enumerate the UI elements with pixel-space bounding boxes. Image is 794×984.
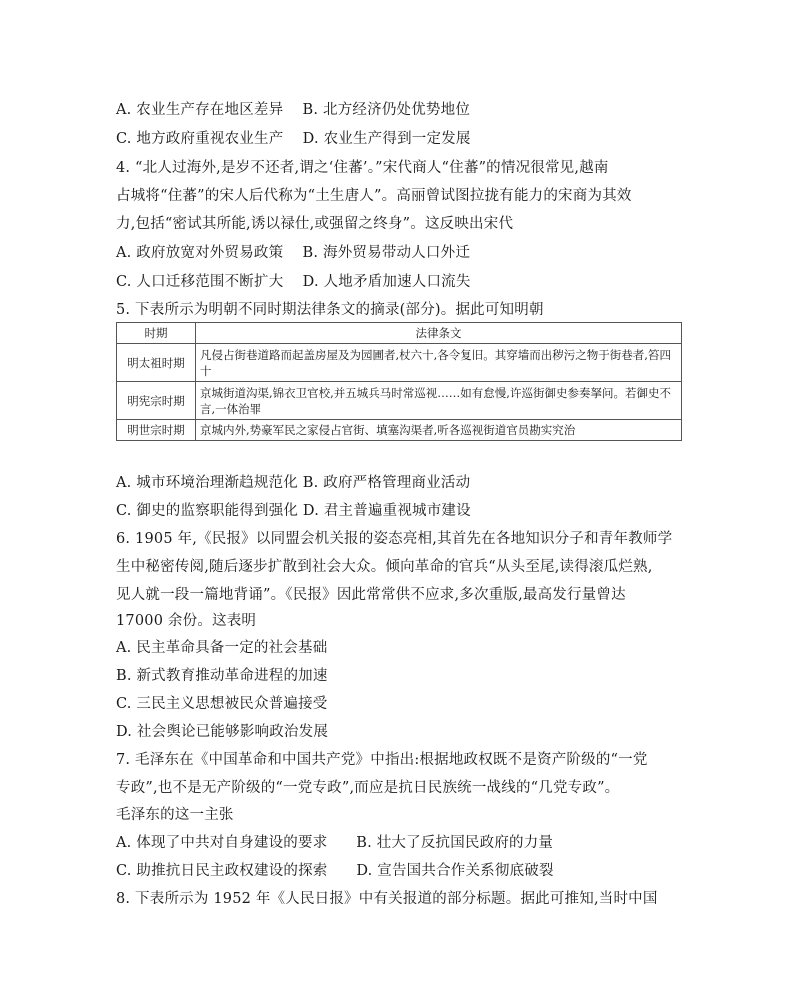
clause-cell: 京城街道沟渠,锦衣卫官校,并五城兵马时常巡视……如有怠慢,许巡街御史参奏拏问。若御史不言,一体治罪 <box>196 382 682 420</box>
option-c: C. 助推抗日民主政权建设的探索 <box>116 863 328 879</box>
option-d: D. 农业生产得到一定发展 <box>302 131 471 147</box>
q6-stem-line3: 见人就一段一篇地背诵”。《民报》因此常常供不应求,多次重版,最高发行量曾达 <box>116 587 626 603</box>
q5-options-cd: C. 御史的监察职能得到强化 D. 君主普遍重视城市建设 <box>116 503 471 519</box>
q7-options-cd <box>116 862 554 880</box>
option-c: C. 人口迁移范围不断扩大 <box>116 274 284 290</box>
q4-options-ab <box>116 244 470 262</box>
q4-options-cd <box>116 273 471 291</box>
table-header-row <box>117 323 682 344</box>
option-b: B. 海外贸易带动人口外迁 <box>302 245 471 261</box>
period-cell: 明太祖时期 <box>117 344 196 382</box>
q7-options-ab <box>116 834 553 852</box>
option-d: D. 人地矛盾加速人口流失 <box>302 274 471 290</box>
header-period: 时期 <box>117 323 196 344</box>
clause-cell: 凡侵占街巷道路而起盖房屋及为园圃者,杖六十,各令复旧。其穿墙而出秽污之物于街巷者,笞四十 <box>196 344 682 382</box>
q6-option-a: A. 民主革命具备一定的社会基础 <box>116 640 328 656</box>
option-b: B. 壮大了反抗国民政府的力量 <box>356 835 554 851</box>
q4-stem-line2: 占城将“住蕃”的宋人后代称为“土生唐人”。高丽曾试图拉拢有能力的宋商为其效 <box>116 188 632 204</box>
q7-stem-line2: 专政”,也不是无产阶级的“一党专政”,而应是抗日民族统一战线的“几党专政”。 <box>116 780 620 796</box>
q7-stem-line1: 7. 毛泽东在《中国革命和中国共产党》中指出:根据地政权既不是资产阶级的“一党 <box>116 752 648 768</box>
option-c: C. 地方政府重视农业生产 <box>116 131 284 147</box>
q4-stem-line3: 力,包括“密试其所能,诱以禄仕,或强留之终身”。这反映出宋代 <box>116 216 514 232</box>
q5-stem: 5. 下表所示为明朝不同时期法律条文的摘录(部分)。据此可知明朝 <box>116 302 544 318</box>
option-a: A. 政府放宽对外贸易政策 <box>116 245 284 261</box>
q6-option-c: C. 三民主义思想被民众普遍接受 <box>116 696 328 712</box>
period-cell: 明世宗时期 <box>117 420 196 441</box>
header-clause: 法律条文 <box>196 323 682 344</box>
q6-stem-line1: 6. 1905 年,《民报》以同盟会机关报的姿态亮相,其首先在各地知识分子和青年教师学 <box>116 531 673 547</box>
option-a: A. 农业生产存在地区差异 <box>116 102 284 118</box>
q8-stem: 8. 下表所示为 1952 年《人民日报》中有关报道的部分标题。据此可推知,当时中国 <box>116 891 658 907</box>
q3-options-cd <box>116 130 471 148</box>
q5-options-ab: A. 城市环境治理渐趋规范化 B. 政府严格管理商业活动 <box>116 475 471 491</box>
option-d: D. 宣告国共合作关系彻底破裂 <box>356 863 554 879</box>
table-row <box>117 420 682 441</box>
q7-stem-line3: 毛泽东的这一主张 <box>116 807 234 823</box>
table-row <box>117 382 682 420</box>
q3-options-ab <box>116 101 470 119</box>
clause-cell: 京城内外,势豪军民之家侵占官街、填塞沟渠者,听各巡视街道官员勘实究治 <box>196 420 682 441</box>
table-row <box>117 344 682 382</box>
option-a: A. 体现了中共对自身建设的要求 <box>116 835 328 851</box>
q6-stem-line4: 17000 余份。这表明 <box>116 613 257 629</box>
law-table <box>116 322 682 441</box>
q6-stem-line2: 生中秘密传阅,随后逐步扩散到社会大众。倾向革命的官兵“从头至尾,读得滚瓜烂熟, <box>116 559 653 575</box>
q6-option-d: D. 社会舆论已能够影响政治发展 <box>116 724 329 740</box>
q6-option-b: B. 新式教育推动革命进程的加速 <box>116 668 328 684</box>
period-cell: 明宪宗时期 <box>117 382 196 420</box>
q4-stem-line1: 4. “北人过海外,是岁不还者,谓之‘住蕃’。”宋代商人“住蕃”的情况很常见,越南 <box>116 160 609 176</box>
option-b: B. 北方经济仍处优势地位 <box>302 102 471 118</box>
